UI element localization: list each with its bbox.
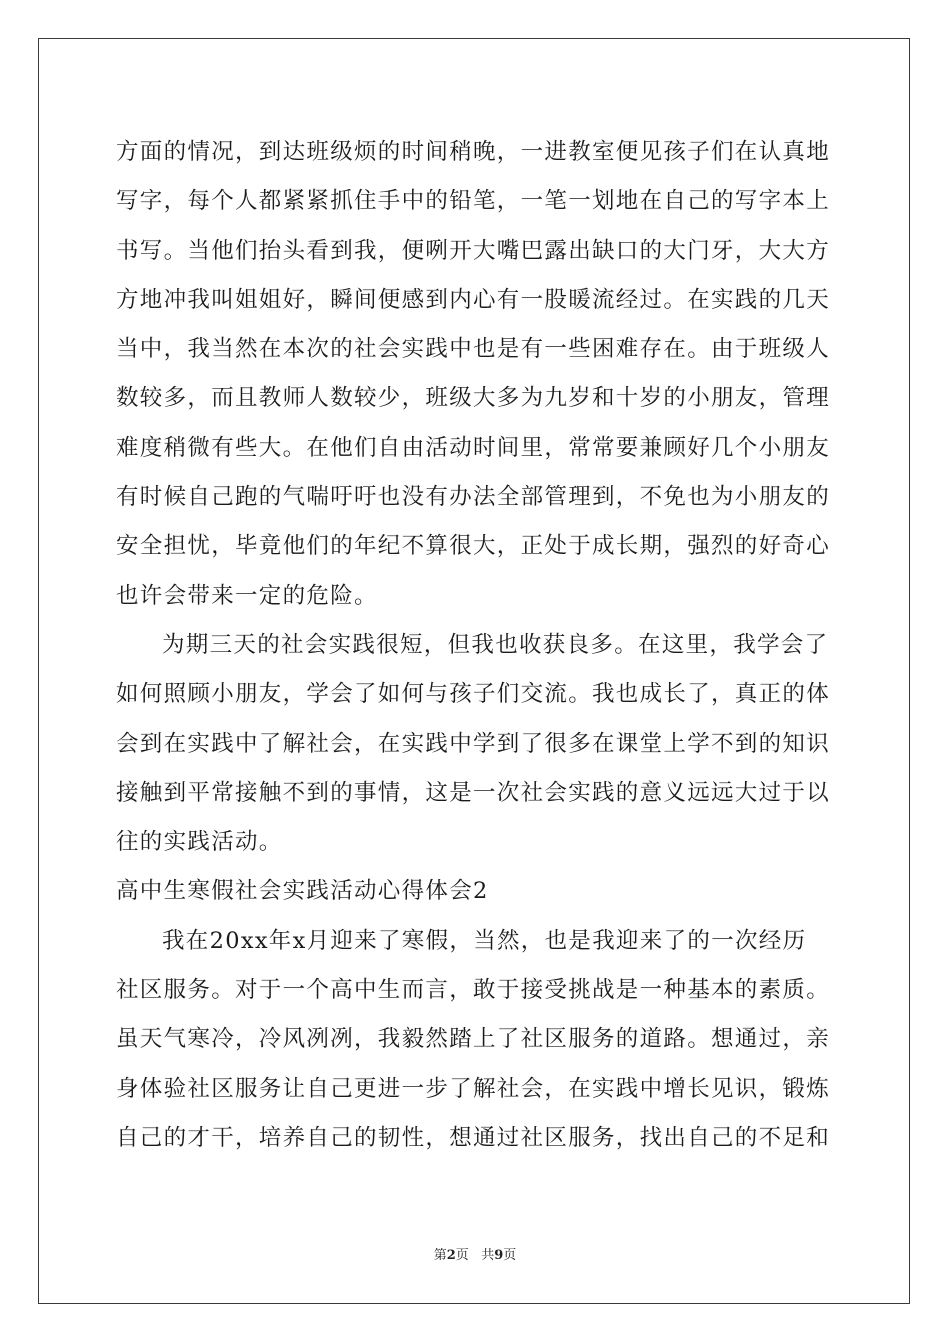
paragraph-1 [116,128,836,621]
section-title: 高中生寒假社会实践活动心得体会2 [116,878,489,905]
text-line: 方面的情况，到达班级烦的时间稍晚，一进教室便见孩子们在认真地 [116,139,831,165]
text-line: 往的实践活动。 [116,829,283,856]
text-line: 为期三天的社会实践很短，但我也收获良多。在这里，我学会了 [162,631,829,658]
paragraph-3 [116,917,836,1163]
document-body [116,128,836,1163]
text-line: 书写。当他们抬头看到我，便咧开大嘴巴露出缺口的大门牙，大大方 [116,237,831,264]
footer-total-suffix: 页 [503,1248,517,1263]
footer-page-suffix: 页 [455,1248,469,1263]
text-line: 写字，每个人都紧紧抓住手中的铅笔，一笔一划地在自己的写字本上 [116,188,831,215]
text-line: 有时候自己跑的气喘吁吁也没有办法全部管理到，不免也为小朋友的 [116,484,831,511]
text-line: 难度稍微有些大。在他们自由活动时间里，常常要兼顾好几个小朋友 [116,434,831,461]
text-line: 当中，我当然在本次的社会实践中也是有一些困难存在。由于班级人 [116,336,831,363]
text-line: 安全担忧，毕竟他们的年纪不算很大，正处于成长期，强烈的好奇心 [116,533,831,560]
text-line: 自己的才干，培养自己的韧性，想通过社区服务，找出自己的不足和 [116,1124,831,1151]
text-line: 方地冲我叫姐姐好，瞬间便感到内心有一股暖流经过。在实践的几天 [116,286,831,313]
total-page-count: 9 [494,1248,504,1263]
paragraph-2 [116,621,836,867]
page-footer [0,1244,950,1263]
text-line: 数较多，而且教师人数较少，班级大多为九岁和十岁的小朋友，管理 [116,385,831,412]
text-line: 虽天气寒冷，冷风冽冽，我毅然踏上了社区服务的道路。想通过，亲 [116,1026,831,1053]
text-line: 我在20xx年x月迎来了寒假，当然，也是我迎来了的一次经历 [162,927,807,954]
footer-prefix: 第 [433,1248,447,1263]
text-line: 身体验社区服务让自己更进一步了解社会，在实践中增长见识，锻炼 [116,1075,831,1102]
text-line: 也许会带来一定的危险。 [116,582,378,609]
text-line: 会到在实践中了解社会，在实践中学到了很多在课堂上学不到的知识 [116,730,831,757]
text-line: 接触到平常接触不到的事情，这是一次社会实践的意义远远大过于以 [116,779,831,806]
text-line: 如何照顾小朋友，学会了如何与孩子们交流。我也成长了，真正的体 [116,681,831,708]
footer-total-prefix: 共 [481,1248,495,1263]
text-line: 社区服务。对于一个高中生而言，敢于接受挑战是一种基本的素质。 [116,977,831,1004]
current-page-number: 2 [446,1248,456,1263]
